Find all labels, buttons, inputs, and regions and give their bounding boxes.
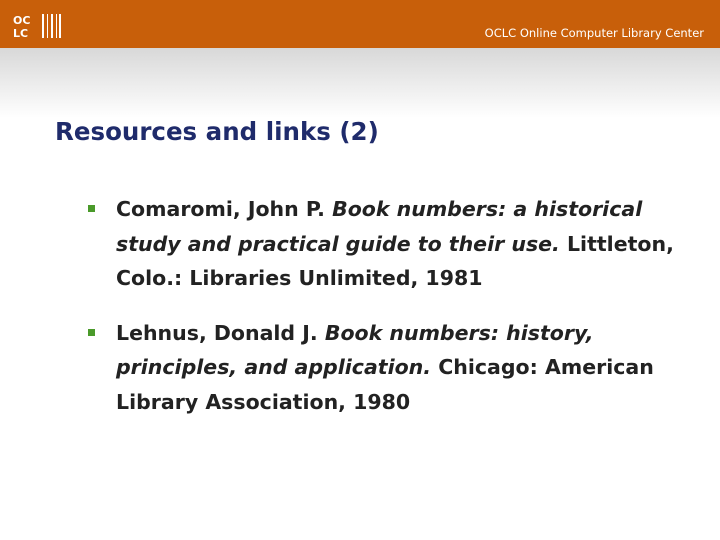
reference-author: Comaromi, John P.	[116, 197, 325, 221]
oclc-logo-letters-bottom: LC	[13, 27, 29, 39]
organization-name: OCLC Online Computer Library Center	[484, 26, 704, 40]
header-bar	[0, 0, 720, 48]
reference-item	[88, 192, 698, 296]
header-fade-band	[0, 48, 720, 118]
reference-item	[88, 316, 698, 420]
reference-title: Book numbers: a historical study and practical guide to their use.	[116, 197, 643, 256]
reference-author: Lehnus, Donald J.	[116, 320, 318, 345]
reference-publication: Littleton, Colo.: Libraries Unlimited, 1981	[116, 231, 674, 290]
oclc-logo-letters-top: OC	[13, 14, 31, 27]
reference-list	[88, 192, 698, 439]
square-bullet-icon	[88, 329, 95, 336]
reference-publication: Chicago: American Library Association, 1980	[116, 355, 654, 414]
slide-title: Resources and links (2)	[55, 117, 379, 146]
oclc-logo-icon	[12, 13, 62, 39]
reference-title: Book numbers: history, principles, and application.	[116, 320, 594, 379]
square-bullet-icon	[88, 205, 95, 212]
